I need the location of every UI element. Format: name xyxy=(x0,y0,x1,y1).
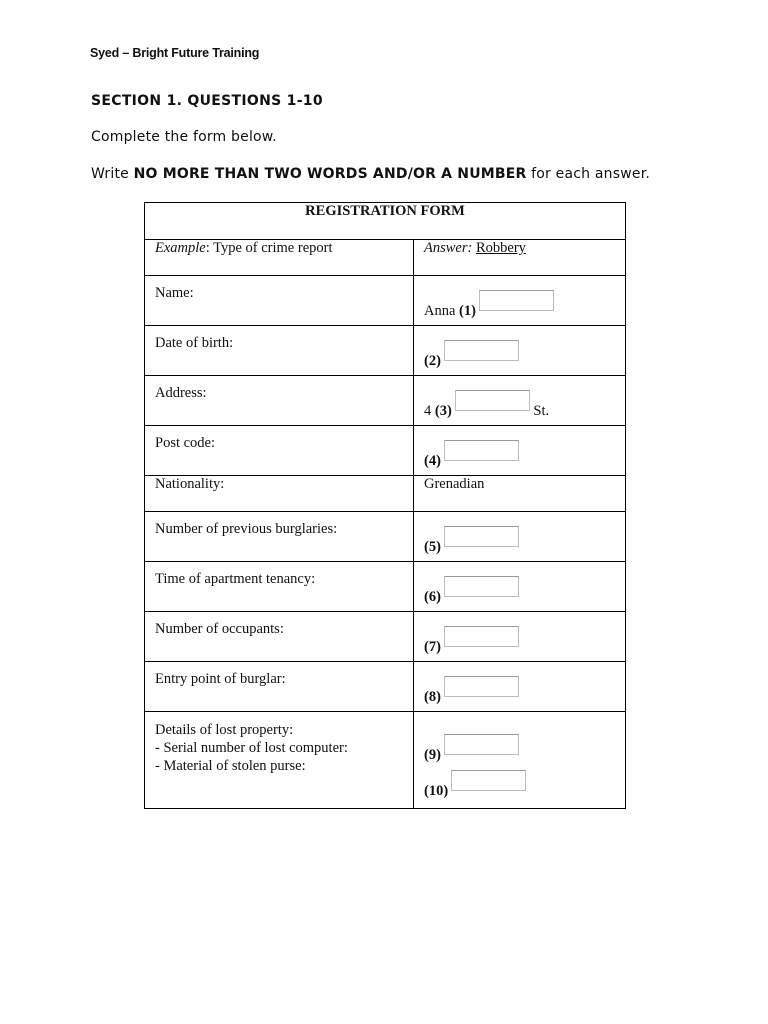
question-number-7: (7) xyxy=(424,639,441,655)
row-answer xyxy=(414,662,626,712)
form-row-lost-property xyxy=(145,712,626,809)
question-number-5: (5) xyxy=(424,539,441,555)
row-label: Address: xyxy=(145,376,414,426)
row-label: Number of previous burglaries: xyxy=(145,512,414,562)
row-value: Grenadian xyxy=(414,476,626,512)
answer-box-1[interactable] xyxy=(479,290,554,311)
answer-line-10 xyxy=(424,770,615,800)
example-label-italic: Example xyxy=(155,240,206,256)
answer-box-2[interactable] xyxy=(444,340,519,361)
details-serial-label: - Serial number of lost computer: xyxy=(155,740,348,756)
question-number-1: (1) xyxy=(459,303,476,319)
row-answer xyxy=(414,276,626,326)
registration-form-table xyxy=(144,202,626,809)
answer-box-6[interactable] xyxy=(444,576,519,597)
answer-prefix: 4 xyxy=(424,403,432,419)
row-answer xyxy=(414,376,626,426)
answer-box-4[interactable] xyxy=(444,440,519,461)
question-number-4: (4) xyxy=(424,453,441,469)
answer-box-8[interactable] xyxy=(444,676,519,697)
instruction-word-limit xyxy=(91,166,650,182)
form-title: REGISTRATION FORM xyxy=(145,203,626,240)
answer-box-3[interactable] xyxy=(455,390,530,411)
answer-suffix: St. xyxy=(533,403,550,419)
answer-box-10[interactable] xyxy=(451,770,526,791)
question-number-3: (3) xyxy=(434,403,452,419)
row-answer xyxy=(414,712,626,809)
example-answer-value: Robbery xyxy=(475,240,526,256)
form-row-entry-point xyxy=(145,662,626,712)
row-answer xyxy=(414,512,626,562)
form-row-nationality xyxy=(145,476,626,512)
row-answer xyxy=(414,612,626,662)
form-row-date-of-birth xyxy=(145,326,626,376)
instruction-complete-form: Complete the form below. xyxy=(91,129,277,145)
example-label-text: : Type of crime report xyxy=(205,240,333,256)
question-number-9: (9) xyxy=(424,747,441,763)
instruction-word-limit-post: for each answer. xyxy=(526,166,651,182)
row-label: Name: xyxy=(145,276,414,326)
row-answer xyxy=(414,562,626,612)
row-answer xyxy=(414,326,626,376)
question-number-8: (8) xyxy=(424,689,441,705)
row-answer xyxy=(414,426,626,476)
answer-line-9 xyxy=(424,734,615,764)
row-label: Nationality: xyxy=(145,476,414,512)
instruction-word-limit-bold: NO MORE THAN TWO WORDS AND/OR A NUMBER xyxy=(133,166,527,182)
row-label-details xyxy=(145,712,414,809)
question-number-2: (2) xyxy=(424,353,441,369)
form-row-occupants xyxy=(145,612,626,662)
answer-box-7[interactable] xyxy=(444,626,519,647)
answer-box-9[interactable] xyxy=(444,734,519,755)
example-label xyxy=(145,240,414,276)
question-number-10: (10) xyxy=(424,783,449,799)
row-label: Entry point of burglar: xyxy=(145,662,414,712)
example-answer xyxy=(414,240,626,276)
page-header: Syed – Bright Future Training xyxy=(90,46,260,60)
form-row-post-code xyxy=(145,426,626,476)
answer-prefix: Anna xyxy=(424,303,456,319)
answer-box-5[interactable] xyxy=(444,526,519,547)
row-label: Number of occupants: xyxy=(145,612,414,662)
details-label: Details of lost property: xyxy=(155,722,294,738)
instruction-word-limit-pre: Write xyxy=(91,166,134,182)
section-title: SECTION 1. QUESTIONS 1-10 xyxy=(91,93,323,109)
row-label: Date of birth: xyxy=(145,326,414,376)
form-row-name xyxy=(145,276,626,326)
question-number-6: (6) xyxy=(424,589,441,605)
form-row-tenancy-time xyxy=(145,562,626,612)
form-row-address xyxy=(145,376,626,426)
form-row-previous-burglaries xyxy=(145,512,626,562)
row-label: Post code: xyxy=(145,426,414,476)
example-row xyxy=(145,240,626,276)
details-material-label: - Material of stolen purse: xyxy=(155,758,306,774)
example-answer-label: Answer: xyxy=(424,240,473,256)
row-label: Time of apartment tenancy: xyxy=(145,562,414,612)
